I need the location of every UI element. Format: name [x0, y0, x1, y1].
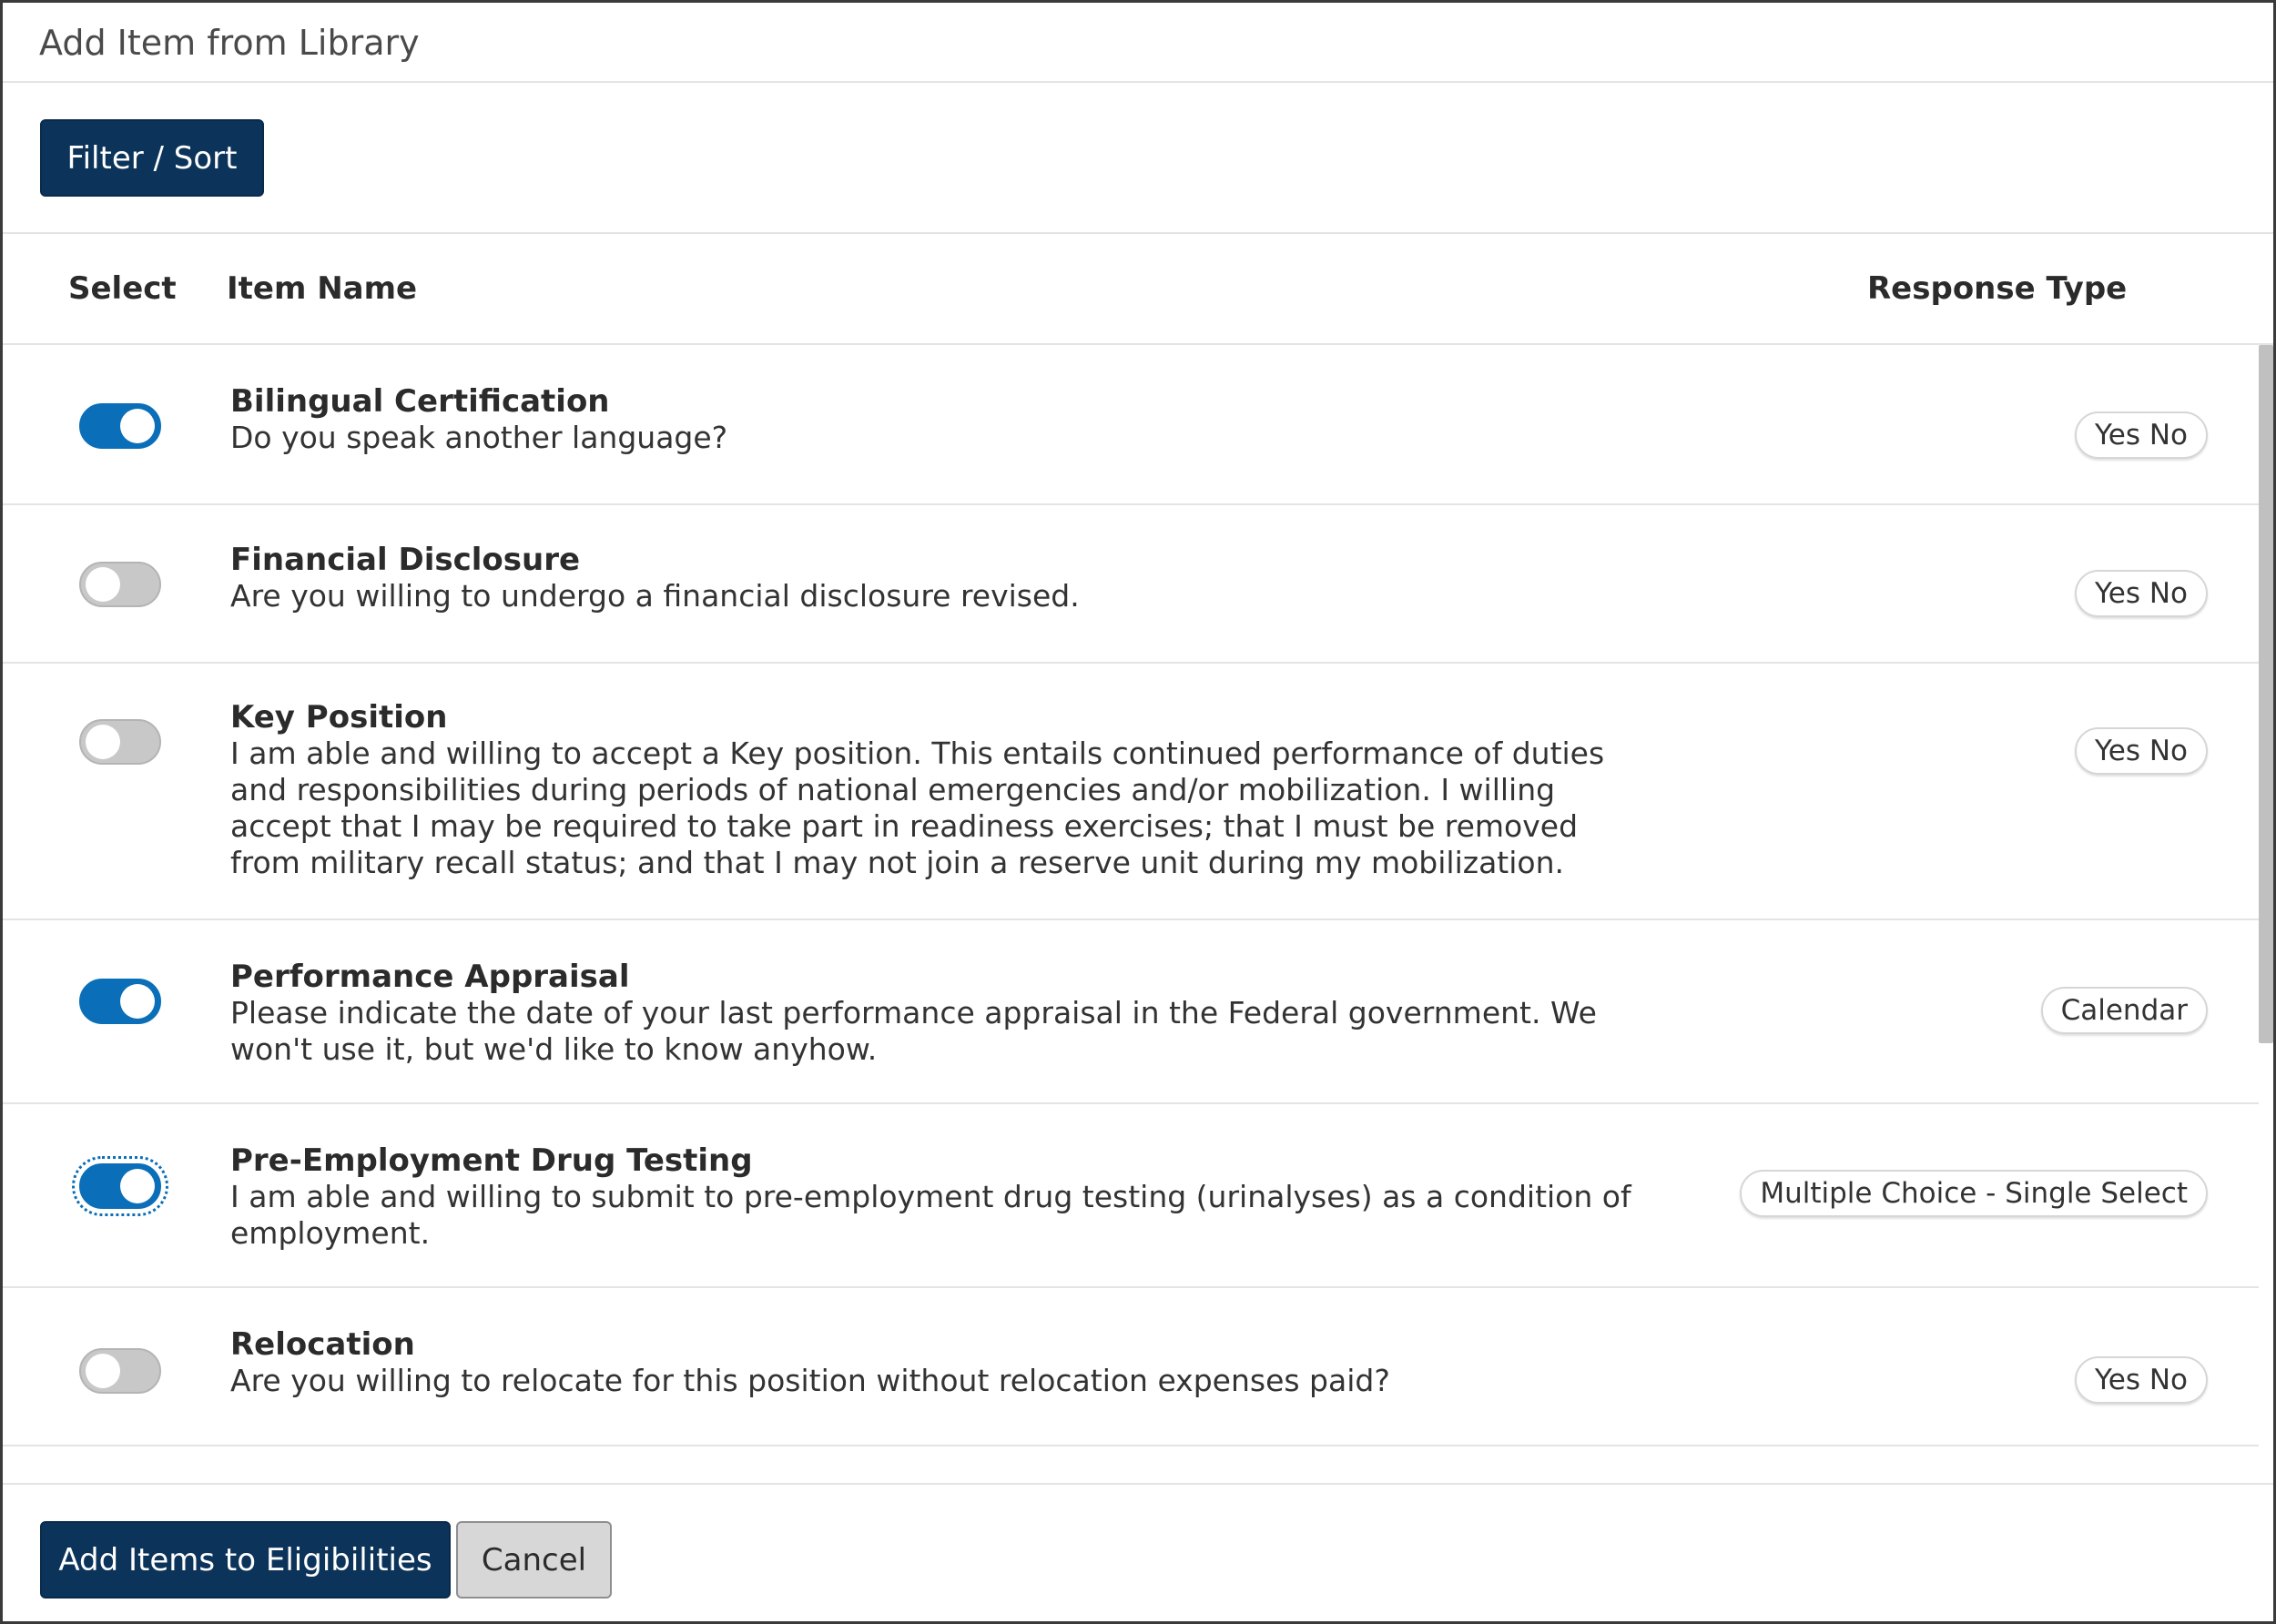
- add-items-button[interactable]: Add Items to Eligibilities: [40, 1521, 451, 1599]
- list-item-key-position: [3, 664, 2259, 920]
- toggle-knob: [120, 409, 155, 443]
- toggle-knob: [120, 984, 155, 1019]
- select-toggle[interactable]: [79, 1163, 161, 1209]
- select-toggle[interactable]: [79, 719, 161, 765]
- item-name: Pre-Employment Drug Testing: [230, 1142, 753, 1179]
- response-type-badge: Calendar: [2041, 987, 2208, 1034]
- item-description: Are you willing to relocate for this position without relocation expenses paid?: [230, 1363, 1390, 1398]
- list-item-relocation: [3, 1288, 2259, 1446]
- column-header-item-name: Item Name: [227, 270, 418, 307]
- item-name: Relocation: [230, 1326, 415, 1363]
- select-toggle[interactable]: [79, 1348, 161, 1394]
- response-type-badge: Yes No: [2075, 411, 2208, 459]
- list-item-financial-disclosure: [3, 505, 2259, 664]
- toggle-knob: [86, 567, 120, 602]
- item-description: Please indicate the date of your last performance appraisal in the Federal government. We won't use it, but we'd like to know anyhow.: [230, 995, 1597, 1067]
- item-text: [230, 542, 1651, 614]
- toggle-knob: [86, 1354, 120, 1388]
- filter-sort-button[interactable]: Filter / Sort: [40, 119, 264, 197]
- list-item-performance-appraisal: [3, 920, 2259, 1104]
- list-item-bilingual-certification: [3, 345, 2259, 505]
- column-header-response-type: Response Type: [1867, 270, 2128, 307]
- toggle-knob: [120, 1169, 155, 1203]
- response-type-badge: Yes No: [2075, 570, 2208, 617]
- dialog-footer: [3, 1483, 2273, 1624]
- item-description: Are you willing to undergo a financial disclosure revised.: [230, 578, 1080, 614]
- item-text: [230, 383, 1651, 456]
- select-toggle[interactable]: [79, 979, 161, 1024]
- select-toggle[interactable]: [79, 403, 161, 449]
- item-name: Bilingual Certification: [230, 383, 610, 420]
- item-text: [230, 699, 1651, 881]
- dialog-header: [3, 3, 2273, 83]
- item-name: Financial Disclosure: [230, 542, 581, 578]
- item-text: [230, 1142, 1651, 1252]
- scrollbar-thumb[interactable]: [2259, 345, 2273, 1043]
- dialog-title: Add Item from Library: [39, 23, 420, 63]
- response-type-badge: Yes No: [2075, 1356, 2208, 1404]
- select-toggle[interactable]: [79, 562, 161, 607]
- toolbar: [3, 83, 2273, 234]
- column-headers: [3, 234, 2273, 345]
- response-type-badge: Multiple Choice - Single Select: [1740, 1170, 2208, 1217]
- item-name: Performance Appraisal: [230, 959, 630, 995]
- toggle-knob: [86, 725, 120, 759]
- column-header-select: Select: [68, 270, 177, 307]
- response-type-badge: Yes No: [2075, 727, 2208, 775]
- item-text: [230, 1326, 1651, 1399]
- item-description: I am able and willing to submit to pre-employment drug testing (urinalyses) as a condition of employment.: [230, 1179, 1631, 1251]
- item-description: I am able and willing to accept a Key position. This entails continued performance of duties and responsibilities during periods of national emergencies and/or mobilization. I willing accept that I may be required to take part in readiness exercises; that I must be removed from military recall status; and that I may not join a reserve unit during my mobilization.: [230, 736, 1605, 880]
- item-name: Key Position: [230, 699, 448, 736]
- cancel-button[interactable]: Cancel: [456, 1521, 612, 1599]
- item-list: [3, 345, 2259, 1485]
- list-scrollbar[interactable]: [2259, 345, 2273, 1485]
- item-description: Do you speak another language?: [230, 420, 728, 455]
- item-text: [230, 959, 1651, 1068]
- list-item-pre-employment-drug-testing: [3, 1104, 2259, 1288]
